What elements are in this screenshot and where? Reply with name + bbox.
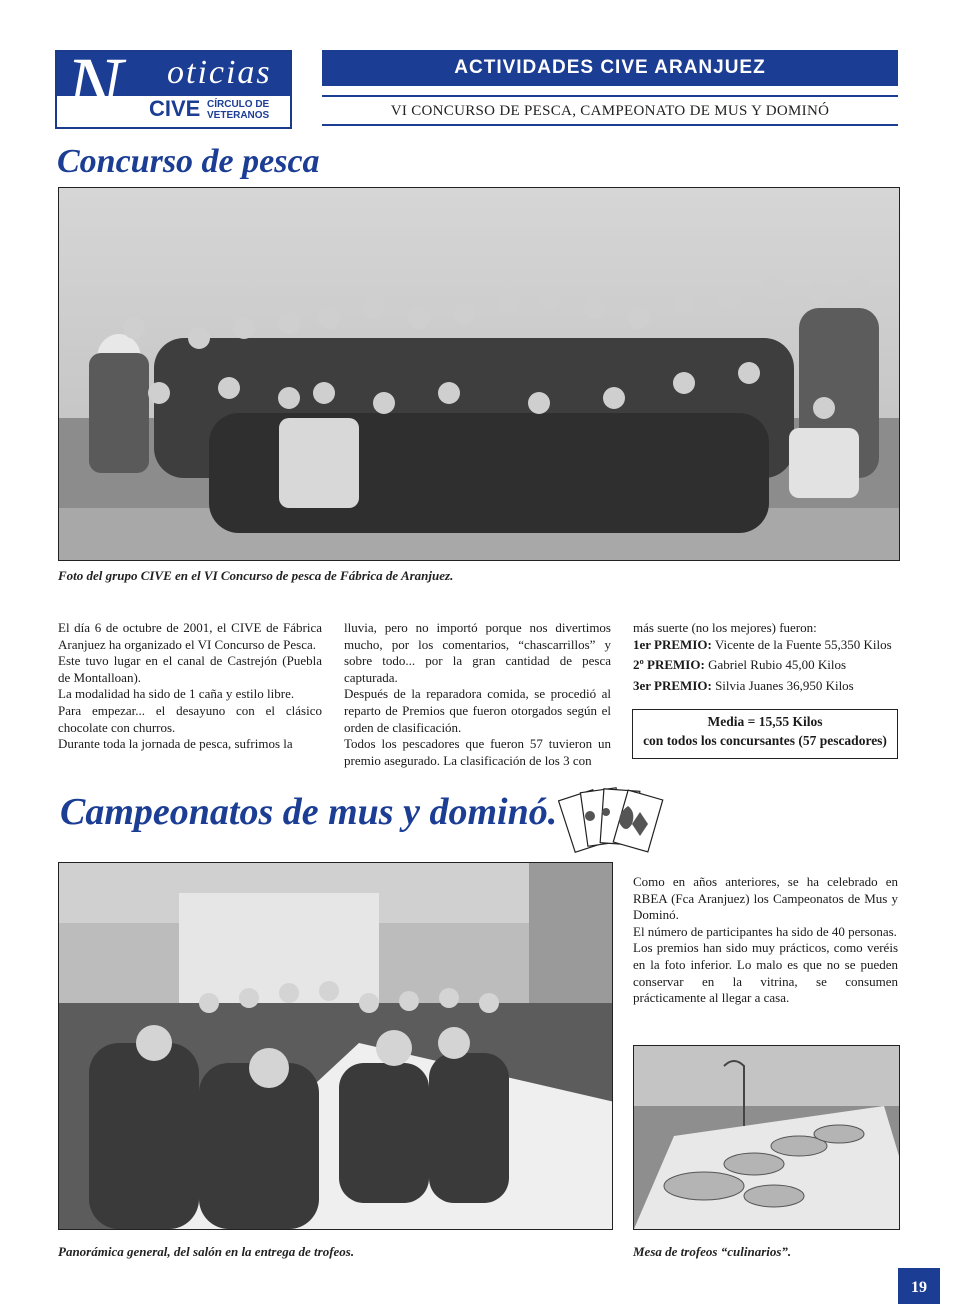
mus-p3: Los premios han sido muy prácticos, como veréis en la foto inferior. Lo malo es que no se pueden conservar en la vitrina, se consumen prácticamente al llegar a casa.	[633, 940, 898, 1006]
mus-domino-text	[633, 874, 898, 1007]
fishing-col2-p1: lluvia, pero no importó porque nos divertimos mucho, por los comentarios, “chascarrillos” y sobre todo... por la gran cantidad de pesca capturada.	[344, 620, 611, 685]
page-number: 19	[898, 1268, 940, 1304]
fishing-col1-p4: Para empezar... el desayuno con el clásico chocolate con churros.	[58, 702, 322, 735]
playing-cards-icon	[558, 782, 678, 864]
mus-p2: El número de participantes ha sido de 40 personas.	[633, 923, 897, 939]
mus-domino-heading: Campeonatos de mus y dominó.	[60, 791, 558, 833]
prize-1	[633, 637, 898, 654]
logo-script-text: oticias	[167, 54, 272, 91]
logo-initial: N	[65, 39, 123, 135]
fishing-col2-p2: Después de la reparadora comida, se procedió al reparto de Premios que fueron otorgados según el orden de clasificación.	[344, 686, 611, 735]
prize-1-value: Vicente de la Fuente 55,350 Kilos	[714, 636, 892, 652]
hall-photo-caption: Panorámica general, del salón en la entrega de trofeos.	[58, 1244, 355, 1259]
group-photo-illustration	[59, 188, 899, 560]
prize-1-label: 1er PREMIO:	[633, 636, 712, 652]
cive-logo	[55, 39, 292, 135]
fishing-col1-p3: La modalidad ha sido de 1 caña y estilo libre.	[58, 686, 295, 702]
prize-3	[633, 678, 898, 695]
header-subtitle: VI CONCURSO DE PESCA, CAMPEONATO DE MUS Y DOMINÓ	[390, 103, 830, 119]
group-photo-caption: Foto del grupo CIVE en el VI Concurso de pesca de Fábrica de Aranjuez.	[58, 568, 454, 583]
fishing-col1-p2: Este tuvo lugar en el canal de Castrejón (Puebla de Montalloan).	[58, 653, 322, 685]
mus-p1: Como en años anteriores, se ha celebrado en RBEA (Fca Aranjuez) los Campeonatos de Mus y Dominó.	[633, 874, 898, 923]
prize-3-label: 3er PREMIO:	[633, 677, 712, 693]
prize-2	[633, 657, 898, 674]
logo-tagline-2: VETERANOS	[207, 110, 270, 121]
logo-tagline-1: CÍRCULO DE	[207, 99, 270, 110]
fishing-col1-p5: Durante toda la jornada de pesca, sufrimos la	[58, 736, 293, 752]
section-title-bar: ACTIVIDADES CIVE ARANJUEZ	[322, 50, 898, 86]
logo-brand: CIVE	[149, 96, 201, 121]
fishing-col2-p3: Todos los pescadores que fueron 57 tuvieron un premio asegurado. La clasificación de los 3 con	[344, 736, 611, 768]
fishing-col1-p1: El día 6 de octubre de 2001, el CIVE de Fábrica Aranjuez ha organizado el VI Concurso de Pesca.	[58, 620, 322, 652]
fishing-column-1	[58, 620, 322, 753]
fishing-column-3	[633, 620, 898, 694]
trophy-table-illustration	[634, 1046, 899, 1229]
fishing-heading: Concurso de pesca	[57, 143, 320, 180]
average-line-2: con todos los concursantes (57 pescadores)	[643, 733, 887, 748]
average-box	[632, 709, 898, 759]
hall-photo	[58, 862, 613, 1230]
fishing-column-2	[344, 620, 611, 769]
prize-3-value: Silvia Juanes 36,950 Kilos	[715, 677, 854, 693]
logo-tagline	[207, 99, 269, 121]
header-rule-bottom	[322, 124, 898, 126]
hall-photo-illustration	[59, 863, 612, 1229]
prize-2-label: 2º PREMIO:	[633, 657, 705, 673]
prize-2-value: Gabriel Rubio 45,00 Kilos	[708, 657, 846, 673]
prizes-intro: más suerte (no los mejores) fueron:	[633, 620, 817, 635]
header-rule-top	[322, 95, 898, 97]
trophy-table-caption: Mesa de trofeos “culinarios”.	[633, 1244, 792, 1259]
group-photo	[58, 187, 900, 561]
average-line-1: Media = 15,55 Kilos	[707, 714, 823, 729]
trophy-table-photo	[633, 1045, 900, 1230]
